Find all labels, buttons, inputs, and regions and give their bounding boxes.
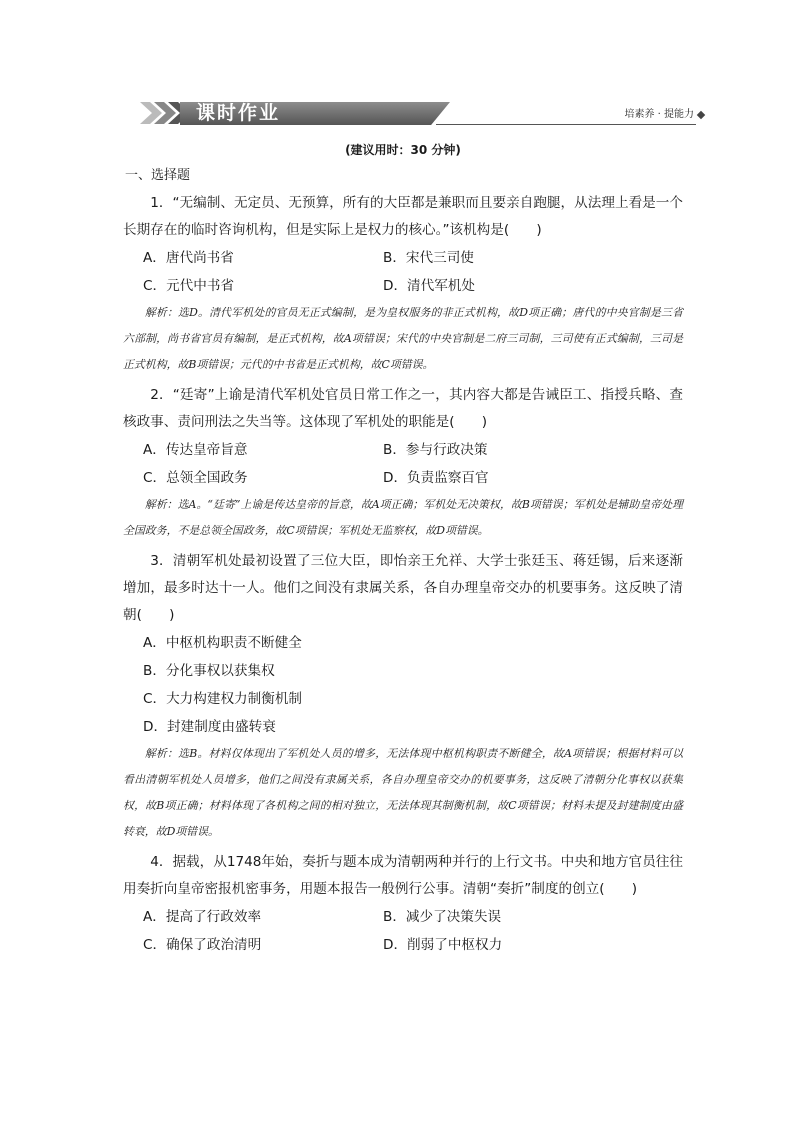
question-2 [123,382,683,544]
question-options [123,244,683,300]
option-b: B．宋代三司使 [383,250,474,266]
header-right-label: 培素养 · 提能力 [624,109,694,120]
question-explanation: 解析：选B。材料仅体现出了军机处人员的增多，无法体现中枢机构职责不断健全，故A项错误；根据材料可以看出清朝军机处人员增多，他们之间没有隶属关系，各自办理皇帝交办的机要事务，这反映了清朝分化事权以获集权，故B项正确；材料体现了各机构之间的相对独立，无法体现其制衡机制，故C项错误；材料未提及封建制度由盛转衰，故D项错误。 [123,747,683,838]
question-options [123,629,683,741]
option-c: C．元代中书省 [143,278,235,294]
suggested-time: (建议用时：30 分钟) [345,143,461,157]
question-options [123,903,683,959]
question-explanation: 解析：选A。“廷寄”上谕是传达皇帝的旨意，故A项正确；军机处无决策权，故B项错误；军机处是辅助皇帝处理全国政务，不是总领全国政务，故C项错误；军机处无监察权，故D项错误。 [123,498,683,537]
option-d: D．封建制度由盛转衰 [143,719,276,735]
option-c: C．总领全国政务 [143,470,248,486]
question-options [123,436,683,492]
question-stem: 4．据载，从1748年始，奏折与题本成为清朝两种并行的上行文书。中央和地方官员往往用奏折向皇帝密报机密事务，用题本报告一般例行公事。清朝“奏折”制度的创立( ) [123,854,683,897]
option-d: D．削弱了中枢权力 [383,937,503,953]
option-d: D．清代军机处 [383,278,476,294]
section-title: 一、选择题 [125,168,191,183]
option-b: B．分化事权以获集权 [143,663,275,679]
option-b: B．参与行政决策 [383,442,488,458]
page-header [136,100,704,128]
option-a: A．传达皇帝旨意 [143,442,248,458]
question-stem: 2．“廷寄”上谕是清代军机处官员日常工作之一，其内容大都是告诫臣工、指授兵略、查核政事、责问刑法之失当等。这体现了军机处的职能是( ) [123,387,683,430]
option-c: C．大力构建权力制衡机制 [143,691,303,707]
question-stem: 3．清朝军机处最初设置了三位大臣，即怡亲王允祥、大学士张廷玉、蒋廷锡，后来逐渐增加，最多时达十一人。他们之间没有隶属关系，各自办理皇帝交办的机要事务。这反映了清朝( ) [123,553,683,623]
page-title: 课时作业 [196,102,281,124]
question-3 [123,548,683,845]
option-a: A．中枢机构职责不断健全 [143,635,302,651]
question-explanation: 解析：选D。清代军机处的官员无正式编制，是为皇权服务的非正式机构，故D项正确；唐代的中央官制是三省六部制，尚书省官员有编制，是正式机构，故A项错误；宋代的中央官制是二府三司制，三司使有正式编制，三司是正式机构，故B项错误；元代的中书省是正式机构，故C项错误。 [123,306,683,371]
content [123,140,683,959]
option-c: C．确保了政治清明 [143,937,262,953]
option-d: D．负责监察百官 [383,470,489,486]
option-a: A．唐代尚书省 [143,250,234,266]
question-stem: 1．“无编制、无定员、无预算，所有的大臣都是兼职而且要亲自跑腿，从法理上看是一个长期存在的临时咨询机构，但是实际上是权力的核心。”该机构是( ) [123,195,683,238]
option-a: A．提高了行政效率 [143,909,262,925]
header-divider [436,124,696,125]
diamond-icon [697,111,705,119]
question-1 [123,190,683,378]
option-b: B．减少了决策失误 [383,909,502,925]
question-4 [123,849,683,959]
